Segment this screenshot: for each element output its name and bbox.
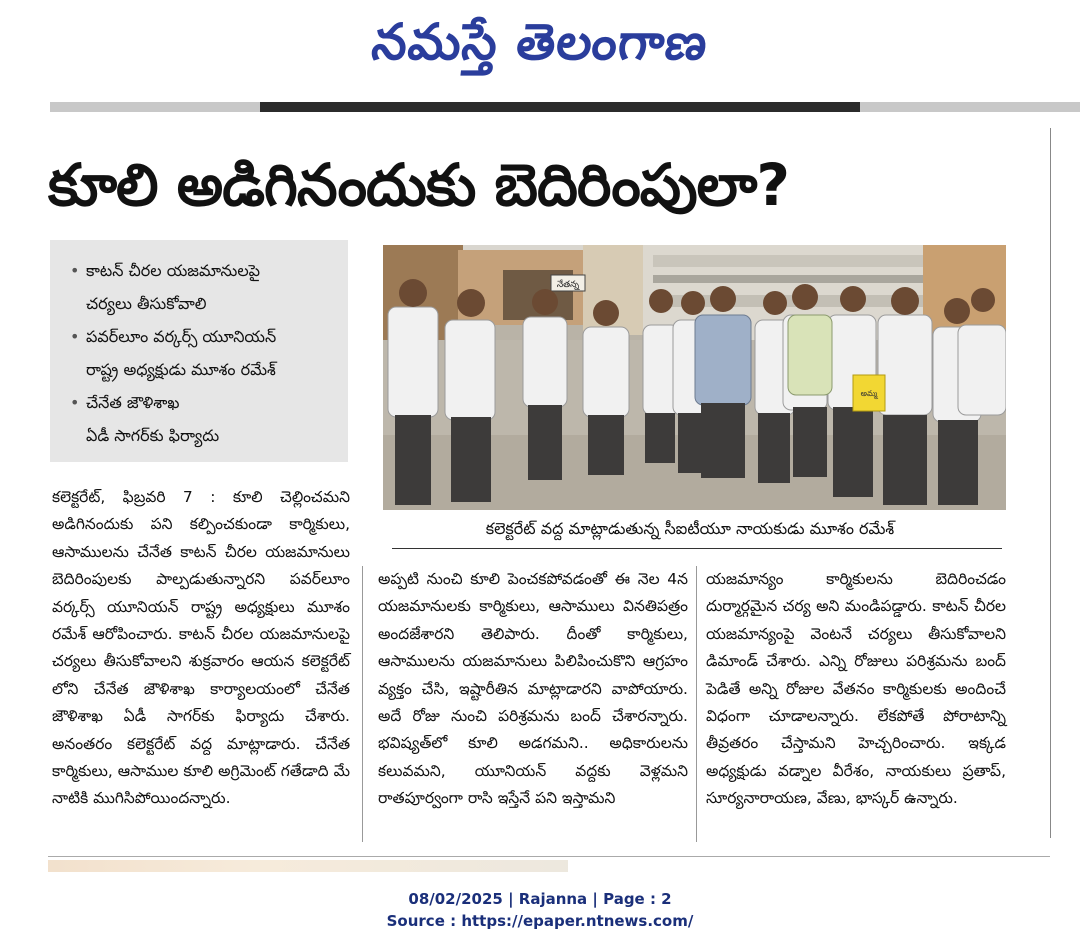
masthead: [0, 0, 1080, 100]
highlights-list: [50, 240, 348, 452]
next-article-strip: [48, 860, 568, 872]
article-column-2: [378, 566, 688, 813]
news-photo: [383, 245, 1006, 510]
footer: [0, 888, 1080, 932]
group-photo-illustration: [383, 245, 1006, 510]
caption-rule: [392, 548, 1002, 549]
column-divider: [362, 566, 363, 842]
photo-caption: కలెక్టరేట్ వద్ద మాట్లాడుతున్న సీఐటీయూ నాయకుడు మూశం రమేశ్: [485, 519, 895, 538]
newspaper-logo: నమస్తే తెలంగాణ: [369, 12, 711, 71]
highlight-line: • పవర్‌లూం వర్కర్స్ యూనియన్: [86, 327, 277, 346]
header-rule-dark: [260, 102, 860, 112]
article-column-1: [52, 484, 350, 813]
headline: కూలి అడిగినందుకు బెదిరింపులా?: [48, 151, 790, 219]
wall-sign-text: నేతన్న: [556, 280, 580, 290]
article-text: కలెక్టరేట్, ఫిబ్రవరి 7 : కూలి చెల్లించమని అడిగినందుకు పని కల్పించకుండా కార్మికులు, ఆసాములను చేనేత కాటన్ చీరల యజమానులు బెదిరింపులకు పాల్పడుతున్నారని పవర్‌లూం వర్కర్స్ యూనియన్ రాష్ట్ర అధ్యక్షులు మూశం రమేశ్ ఆరోపించారు. కాటన్ చీరల యజమానులపై చర్యలు తీసుకోవాలని శుక్రవారం ఆయన కలెక్టరేట్ లోని చేనేత జౌళిశాఖ కార్యాలయంలో చేనేత జౌళిశాఖ ఏడీ సాగర్‌కు ఫిర్యాదు చేశారు. అనంతరం కలెక్టరేట్ వద్ద మాట్లాడారు. చేనేత కార్మికులు, ఆసాముల కూలి అగ్రిమెంట్ గతేడాది మే నాటికి ముగిసిపోయిందన్నారు.: [52, 488, 350, 808]
edition-info: 08/02/2025 | Rajanna | Page : 2: [408, 890, 672, 908]
highlight-item: [70, 320, 338, 386]
highlights-box: [50, 240, 348, 462]
article-column-3: [706, 566, 1006, 813]
highlight-line: రాష్ట్ర అధ్యక్షుడు మూశం రమేశ్: [86, 360, 276, 379]
side-rule: [1050, 128, 1051, 838]
bag-text: అమ్మ: [860, 389, 878, 398]
source-link[interactable]: Source : https://epaper.ntnews.com/: [386, 912, 694, 930]
highlight-line: చర్యలు తీసుకోవాలి: [86, 294, 207, 313]
highlight-item: [70, 254, 338, 320]
column-divider: [696, 566, 697, 842]
article-text: అప్పటి నుంచి కూలి పెంచకపోవడంతో ఈ నెల 4న యజమానులకు కార్మికులు, ఆసాములు వినతిపత్రం అందజేశారని తెలిపారు. దీంతో కార్మికులు, ఆసాములను యజమానులు పిలిపించుకొని ఆగ్రహం వ్యక్తం చేసి, ఇష్టారీతిన మాట్లాడారని వాపోయారు. అదే రోజు నుంచి పరిశ్రమను బంద్ చేశారన్నారు. భవిష్యత్‌లో కూలి అడగమని.. అధికారులను కలువమని, యూనియన్ వద్దకు వెళ్లమని రాతపూర్వంగా రాసి ఇస్తేనే పని ఇస్తామని: [378, 570, 688, 808]
highlight-line: ఏడీ సాగర్‌కు ఫిర్యాదు: [86, 426, 220, 445]
highlight-line: • చేనేత జౌళిశాఖ: [86, 393, 180, 412]
bottom-rule: [48, 856, 1050, 857]
highlight-line: • కాటన్ చీరల యజమానులపై: [86, 261, 261, 280]
highlight-item: [70, 386, 338, 452]
article-text: యజమాన్యం కార్మికులను బెదిరించడం దుర్మార్గమైన చర్య అని మండిపడ్డారు. కాటన్ చీరల యజమాన్యంపై వెంటనే చర్యలు తీసుకోవాలని డిమాండ్ చేశారు. ఎన్ని రోజులు పరిశ్రమను బంద్ పెడితే అన్ని రోజుల వేతనం కార్మికులకు అందించే విధంగా చూడాలన్నారు. లేకపోతే పోరాటాన్ని తీవ్రతరం చేస్తామని హెచ్చరించారు. ఇక్కడ అధ్యక్షుడు వడ్నాల వీరేశం, నాయకులు ప్రతాప్, సూర్యనారాయణ, వేణు, భాస్కర్ ఉన్నారు.: [706, 570, 1006, 808]
